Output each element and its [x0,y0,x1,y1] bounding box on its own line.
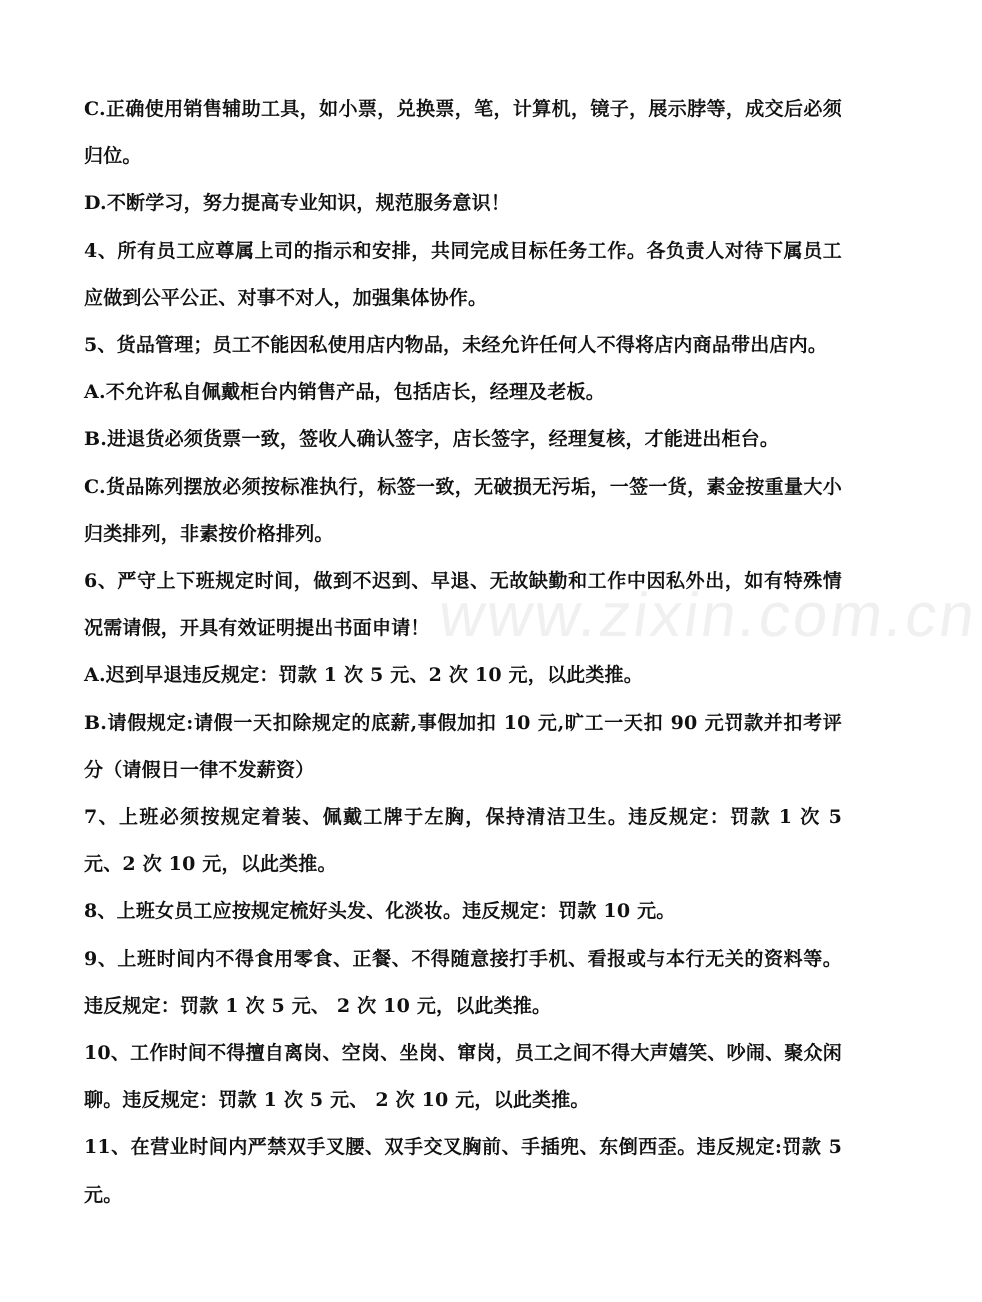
document-body [84,86,842,1219]
paragraph-8-grooming: 8、上班女员工应按规定梳好头发、化淡妆。违反规定：罚款 10 元。 [84,900,676,923]
watermark: www.zixin.com.cn [435,581,982,650]
paragraph-5a-no-wearing: A.不允许私自佩戴柜台内销售产品，包括店长，经理及老板。 [84,381,605,404]
paragraph-6-work-hours: 6、严守上下班规定时间，做到不迟到、早退、无故缺勤和工作中因私外出，如有特殊情况需请假，开具有效证明提出书面申请！ [84,570,842,640]
paragraph-5b-stock-in-out: B.进退货必须货票一致，签收人确认签字，店长签字，经理复核，才能进出柜台。 [84,428,780,451]
paragraph-5c-display: C.货品陈列摆放必须按标准执行，标签一致，无破损无污垢，一签一货，素金按重量大小归类排列，非素按价格排列。 [84,475,842,545]
paragraph-7-dress-code: 7、上班必须按规定着装、佩戴工牌于左胸，保持清洁卫生。违反规定：罚款 1 次 5 元、2 次 10 元，以此类推。 [84,806,842,876]
paragraph-4-obey-superiors: 4、所有员工应尊属上司的指示和安排，共同完成目标任务工作。各负责人对待下属员工应做到公平公正、对事不对人，加强集体协作。 [84,239,842,309]
paragraph-10-no-leaving-post: 10、工作时间不得擅自离岗、空岗、坐岗、窜岗，员工之间不得大声嬉笑、吵闹、聚众闲聊。违反规定：罚款 1 次 5 元、 2 次 10 元，以此类推。 [84,1042,842,1112]
paragraph-11-posture: 11、在营业时间内严禁双手叉腰、双手交叉胸前、手插兜、东倒西歪。违反规定:罚款 5 元。 [84,1136,842,1206]
paragraph-d-learning: D.不断学习，努力提高专业知识，规范服务意识！ [84,192,511,215]
paragraph-9-no-snacks: 9、上班时间内不得食用零食、正餐、不得随意接打手机、看报或与本行无关的资料等。违反规定：罚款 1 次 5 元、 2 次 10 元，以此类推。 [84,947,842,1017]
paragraph-6b-leave: B.请假规定:请假一天扣除规定的底薪,事假加扣 10 元,旷工一天扣 90 元罚款并扣考评分（请假日一律不发薪资） [84,711,842,781]
paragraph-5-goods-management: 5、货品管理；员工不能因私使用店内物品，未经允许任何人不得将店内商品带出店内。 [84,334,828,357]
paragraph-6a-late: A.迟到早退违反规定：罚款 1 次 5 元、2 次 10 元，以此类推。 [84,664,643,687]
paragraph-c-sales-tools: C.正确使用销售辅助工具，如小票，兑换票，笔，计算机，镜子，展示脖等，成交后必须归位。 [84,98,842,168]
